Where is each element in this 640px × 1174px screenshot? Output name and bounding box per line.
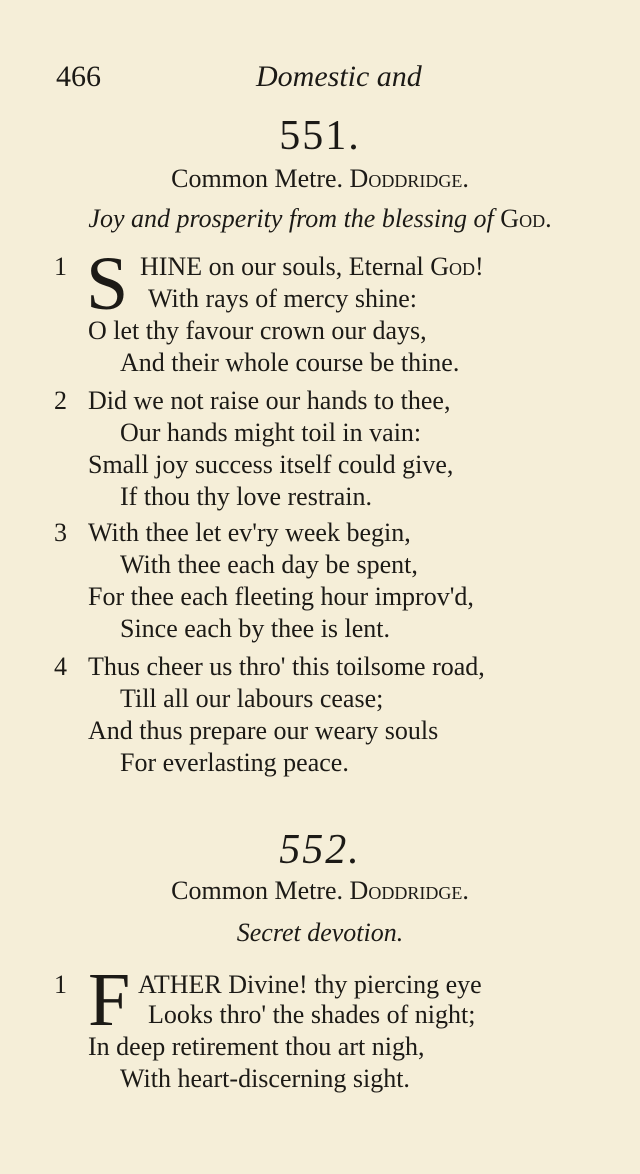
author: Doddridge. [349, 876, 469, 905]
drop-cap: S [86, 242, 129, 326]
verse-line: If thou thy love restrain. [120, 482, 372, 511]
verse-line: Our hands might toil in vain: [120, 418, 422, 447]
verse-line: With thee let ev'ry week begin, [88, 518, 411, 547]
verse-line: Looks thro' the shades of night; [148, 1000, 476, 1029]
meter: Common Metre. [171, 876, 344, 905]
verse-line: O let thy favour crown our days, [88, 316, 427, 345]
verse-line: With rays of mercy shine: [148, 284, 417, 313]
subject-line [0, 204, 640, 234]
meter-line [0, 876, 640, 906]
hymn-number: 552. [279, 827, 361, 873]
running-head [56, 60, 600, 96]
page-number: 466 [56, 60, 101, 93]
stanza-number: 3 [54, 518, 67, 547]
verse-line: And their whole course be thine. [120, 348, 460, 377]
verse-line: ATHER Divine! thy piercing eye [138, 970, 482, 999]
meter-line [0, 164, 640, 194]
verse-line: Thus cheer us thro' this toilsome road, [88, 652, 485, 681]
stanza-number: 4 [54, 652, 67, 681]
author: Doddridge. [349, 164, 469, 193]
verse-line: In deep retirement thou art nigh, [88, 1032, 425, 1061]
meter: Common Metre. [171, 164, 344, 193]
verse-line-end: God! [430, 252, 484, 281]
verse-line: For thee each fleeting hour improv'd, [88, 582, 474, 611]
verse-line: With thee each day be spent, [120, 550, 418, 579]
verse-line: And thus prepare our weary souls [88, 716, 439, 745]
hymn-number: 551. [279, 113, 361, 159]
subject-line: Secret devotion. [236, 918, 404, 947]
drop-cap: F [88, 958, 131, 1042]
verse-line: With heart-discerning sight. [120, 1064, 410, 1093]
verse-line: HINE on our souls, Eternal God! [140, 252, 484, 281]
verse-line: Small joy success itself could give, [88, 450, 454, 479]
stanza-number: 1 [54, 970, 67, 999]
stanza-number: 2 [54, 386, 67, 415]
subject: Joy and prosperity from the blessing of [88, 204, 494, 233]
running-title: Domestic and [256, 60, 422, 93]
verse-line: Did we not raise our hands to thee, [88, 386, 451, 415]
stanza-number: 1 [54, 252, 67, 281]
verse-line: For everlasting peace. [120, 748, 349, 777]
subject-end: God. [500, 204, 552, 233]
verse-line: Since each by thee is lent. [120, 614, 391, 643]
verse-line: Till all our labours cease; [120, 684, 384, 713]
